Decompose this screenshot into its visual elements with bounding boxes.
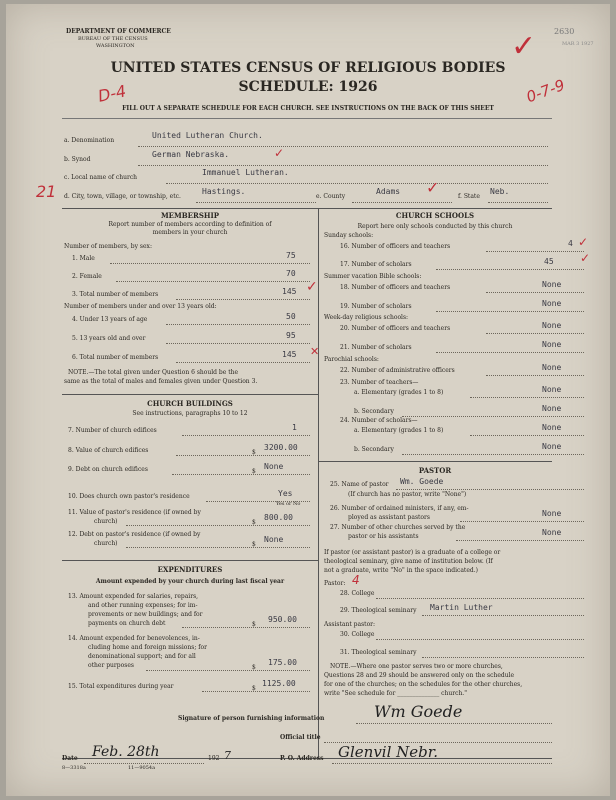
q14-label-1: 14. Amount expended for benevolences, in-: [68, 635, 200, 642]
date-label: Date: [62, 755, 78, 762]
red-mark-left: D-4: [96, 81, 128, 106]
q25-note: (If church has no pastor, write "None"): [348, 491, 467, 498]
q19-value: None: [542, 299, 562, 308]
q13-label-4: payments on church debt: [88, 620, 166, 627]
check-mark-icon: ✓: [580, 251, 591, 265]
q1-value: 75: [286, 251, 296, 260]
sunday-schools-label: Sunday schools:: [324, 232, 374, 239]
membership-note-2: same as the total of males and females given under Question 3.: [64, 378, 258, 385]
red-check-mark: ✕: [310, 345, 320, 358]
q2-label: 2. Female: [72, 273, 102, 280]
q24a-label: a. Elementary (grades 1 to 8): [354, 427, 444, 434]
q4-label: 4. Under 13 years of age: [72, 316, 148, 323]
red-mark-right: 0-7-9: [523, 75, 568, 107]
membership-note-1: NOTE.—The total given under Question 6 should be the: [68, 369, 239, 376]
check-mark-icon: ✓: [578, 235, 589, 249]
vacation-schools-label: Summer vacation Bible schools:: [324, 273, 422, 280]
members-by-sex-label: Number of members, by sex:: [64, 243, 152, 250]
q17-label: 17. Number of scholars: [340, 261, 412, 268]
q8-value: 3200.00: [264, 443, 298, 452]
q6-label: 6. Total number of members: [72, 354, 159, 361]
q29-value: Martin Luther: [430, 603, 493, 612]
q29-label: 29. Theological seminary: [340, 607, 417, 614]
q5-value: 95: [286, 331, 296, 340]
q4-value: 50: [286, 312, 296, 321]
q19-label: 19. Number of scholars: [340, 303, 412, 310]
city-washington: WASHINGTON: [96, 43, 135, 49]
check-mark-icon: ✓: [306, 279, 318, 295]
q27-label-2: pastor or his assistants: [348, 533, 419, 540]
q25-value: Wm. Goede: [400, 477, 444, 486]
red-margin-mark: 21: [36, 182, 57, 201]
q27-value: None: [542, 528, 562, 537]
q3-value: 145: [282, 287, 297, 296]
synod-label: b. Synod: [64, 156, 91, 163]
po-address-label: P. O. Address: [280, 755, 324, 762]
q12-label-1: 12. Debt on pastor's residence (if owned by: [68, 531, 201, 538]
q10-value: Yes: [278, 489, 293, 498]
pastor-note-4: write "See schedule for ______________ church.": [324, 690, 467, 697]
county-label: e. County: [316, 193, 346, 200]
membership-intro-2: members in your church: [152, 229, 228, 236]
q24b-label: b. Secondary: [354, 446, 394, 453]
q11-label-1: 11. Value of pastor's residence (if owned by: [68, 509, 201, 516]
print-number: 11—9054a: [128, 765, 156, 771]
dollar-sign: $: [252, 449, 256, 456]
expenditures-subtitle: Amount expended by your church during last fiscal year: [95, 578, 285, 585]
department-name: DEPARTMENT OF COMMERCE: [66, 28, 171, 35]
pastor-label: Pastor:: [324, 580, 346, 587]
q16-value: 4: [568, 239, 573, 248]
state-value: Neb.: [490, 187, 510, 196]
header-rule: [62, 118, 552, 119]
q24-label: 24. Number of scholars—: [340, 417, 418, 424]
pastor-note-3: for one of the churches; on the schedules for the other churches,: [324, 681, 523, 688]
assistant-pastor-label: Assistant pastor:: [324, 621, 376, 628]
denomination-label: a. Denomination: [64, 137, 115, 144]
q16-label: 16. Number of officers and teachers: [340, 243, 451, 250]
dollar-sign: $: [252, 468, 256, 475]
schedule-title: SCHEDULE: 1926: [238, 79, 378, 95]
q20-label: 20. Number of officers and teachers: [340, 325, 451, 332]
po-address-value: Glenvil Nebr.: [338, 743, 439, 761]
q14-label-4: other purposes: [88, 662, 134, 669]
q3-label: 3. Total number of members: [72, 291, 159, 298]
q14-label-2: cluding home and foreign missions; for: [88, 644, 207, 651]
q20-value: None: [542, 321, 562, 330]
q7-value: 1: [292, 423, 297, 432]
q15-value: 1125.00: [262, 679, 296, 688]
form-number: 8—3318a: [62, 765, 86, 771]
pastor-note-1: NOTE.—Where one pastor serves two or more churches,: [330, 663, 503, 670]
dollar-sign: $: [252, 541, 256, 548]
q22-label: 22. Number of administrative officers: [340, 367, 455, 374]
q14-label-3: denominational support; and for all: [88, 653, 196, 660]
q10-label: 10. Does church own pastor's residence: [68, 493, 190, 500]
q18-value: None: [542, 280, 562, 289]
graduate-note-3: not a graduate, write "No" in the space indicated.): [324, 567, 478, 574]
weekday-schools-label: Week-day religious schools:: [324, 314, 409, 321]
q14-value: 175.00: [268, 658, 297, 667]
q17-value: 45: [544, 257, 554, 266]
buildings-title: CHURCH BUILDINGS: [147, 399, 233, 408]
q28-label: 28. College: [340, 590, 375, 597]
membership-title: MEMBERSHIP: [160, 211, 220, 220]
q13-label-2: and other running expenses; for im-: [88, 602, 198, 609]
census-schedule-page: [6, 4, 610, 796]
city-label: d. City, town, village, or township, etc.: [64, 193, 181, 200]
pastor-note-2: Questions 28 and 29 should be answered only on the schedule: [324, 672, 515, 679]
state-label: f. State: [458, 193, 480, 200]
signature-value: Wm Goede: [374, 702, 463, 721]
q23-label: 23. Number of teachers—: [340, 379, 419, 386]
denomination-value: United Lutheran Church.: [152, 131, 263, 140]
q26-label-1: 26. Number of ordained ministers, if any, em-: [330, 505, 469, 512]
date-value: Feb. 28th: [92, 744, 160, 760]
schools-title: CHURCH SCHOOLS: [395, 211, 475, 220]
q2-value: 70: [286, 269, 296, 278]
q30-label: 30. College: [340, 631, 375, 638]
q18-label: 18. Number of officers and teachers: [340, 284, 451, 291]
schools-subtitle: Report here only schools conducted by this church: [357, 223, 513, 230]
red-pastor-mark: 4: [352, 573, 360, 587]
q5-label: 5. 13 years old and over: [72, 335, 146, 342]
graduate-note-2: theological seminary, give name of institution below. (If: [324, 558, 493, 565]
official-title-label: Official title: [280, 734, 321, 741]
check-mark-icon: ✓: [274, 146, 285, 160]
check-mark-icon: ✓: [511, 29, 537, 64]
q13-label-1: 13. Amount expended for salaries, repairs,: [68, 593, 199, 600]
q8-label: 8. Value of church edifices: [68, 447, 149, 454]
q21-value: None: [542, 340, 562, 349]
dollar-sign: $: [252, 519, 256, 526]
membership-intro-1: Report number of members according to definition of: [108, 221, 272, 228]
q13-value: 950.00: [268, 615, 297, 624]
bureau-name: BUREAU OF THE CENSUS: [78, 36, 148, 42]
signature-label: Signature of person furnishing information: [178, 715, 325, 722]
q12-value: None: [264, 535, 284, 544]
dollar-sign: $: [252, 685, 256, 692]
q23b-label: b. Secondary: [354, 408, 394, 415]
q11-value: 800.00: [264, 513, 293, 522]
local-name-value: Immanuel Lutheran.: [202, 168, 289, 177]
receipt-stamp-date: MAR 3 1927: [562, 41, 594, 47]
q23a-value: None: [542, 385, 562, 394]
q24a-value: None: [542, 423, 562, 432]
instruction-line: FILL OUT A SEPARATE SCHEDULE FOR EACH CHURCH. SEE INSTRUCTIONS ON THE BACK OF THIS SHEET: [122, 105, 494, 112]
county-value: Adams: [376, 187, 401, 196]
city-value: Hastings.: [202, 187, 246, 196]
form-title: UNITED STATES CENSUS OF RELIGIOUS BODIES: [110, 60, 506, 76]
dollar-sign: $: [252, 621, 256, 628]
q21-label: 21. Number of scholars: [340, 344, 412, 351]
q1-label: 1. Male: [72, 255, 95, 262]
q9-value: None: [264, 462, 284, 471]
q15-label: 15. Total expenditures during year: [68, 683, 174, 690]
q9-label: 9. Debt on church edifices: [68, 466, 148, 473]
q26-label-2: ployed as assistant pastors: [348, 514, 430, 521]
check-mark-icon: ✓: [426, 178, 440, 197]
local-name-label: c. Local name of church: [64, 174, 138, 181]
pastor-title: PASTOR: [418, 466, 452, 475]
q22-value: None: [542, 363, 562, 372]
q12-label-2: church): [94, 540, 118, 547]
q25-label: 25. Name of pastor: [330, 481, 389, 488]
q31-label: 31. Theological seminary: [340, 649, 417, 656]
q7-label: 7. Number of church edifices: [68, 427, 157, 434]
year-suffix: 7: [224, 749, 231, 762]
parochial-schools-label: Parochial schools:: [324, 356, 379, 363]
q24b-value: None: [542, 442, 562, 451]
synod-value: German Nebraska.: [152, 150, 230, 159]
q23a-label: a. Elementary (grades 1 to 8): [354, 389, 444, 396]
members-by-age-label: Number of members under and over 13 years old:: [64, 303, 217, 310]
year-prefix: 192: [208, 755, 220, 762]
receipt-stamp-number: 2630: [554, 27, 575, 36]
q11-label-2: church): [94, 518, 118, 525]
q6-value: 145: [282, 350, 297, 359]
q26-value: None: [542, 509, 562, 518]
graduate-note-1: If pastor (or assistant pastor) is a graduate of a college or: [324, 549, 501, 556]
expenditures-title: EXPENDITURES: [157, 565, 223, 574]
q27-label-1: 27. Number of other churches served by the: [330, 524, 466, 531]
yes-no-hint: Yes or No: [276, 501, 301, 507]
q13-label-3: provements or new buildings; and for: [88, 611, 203, 618]
dollar-sign: $: [252, 664, 256, 671]
buildings-subtitle: See instructions, paragraphs 10 to 12: [132, 410, 248, 417]
q23b-value: None: [542, 404, 562, 413]
